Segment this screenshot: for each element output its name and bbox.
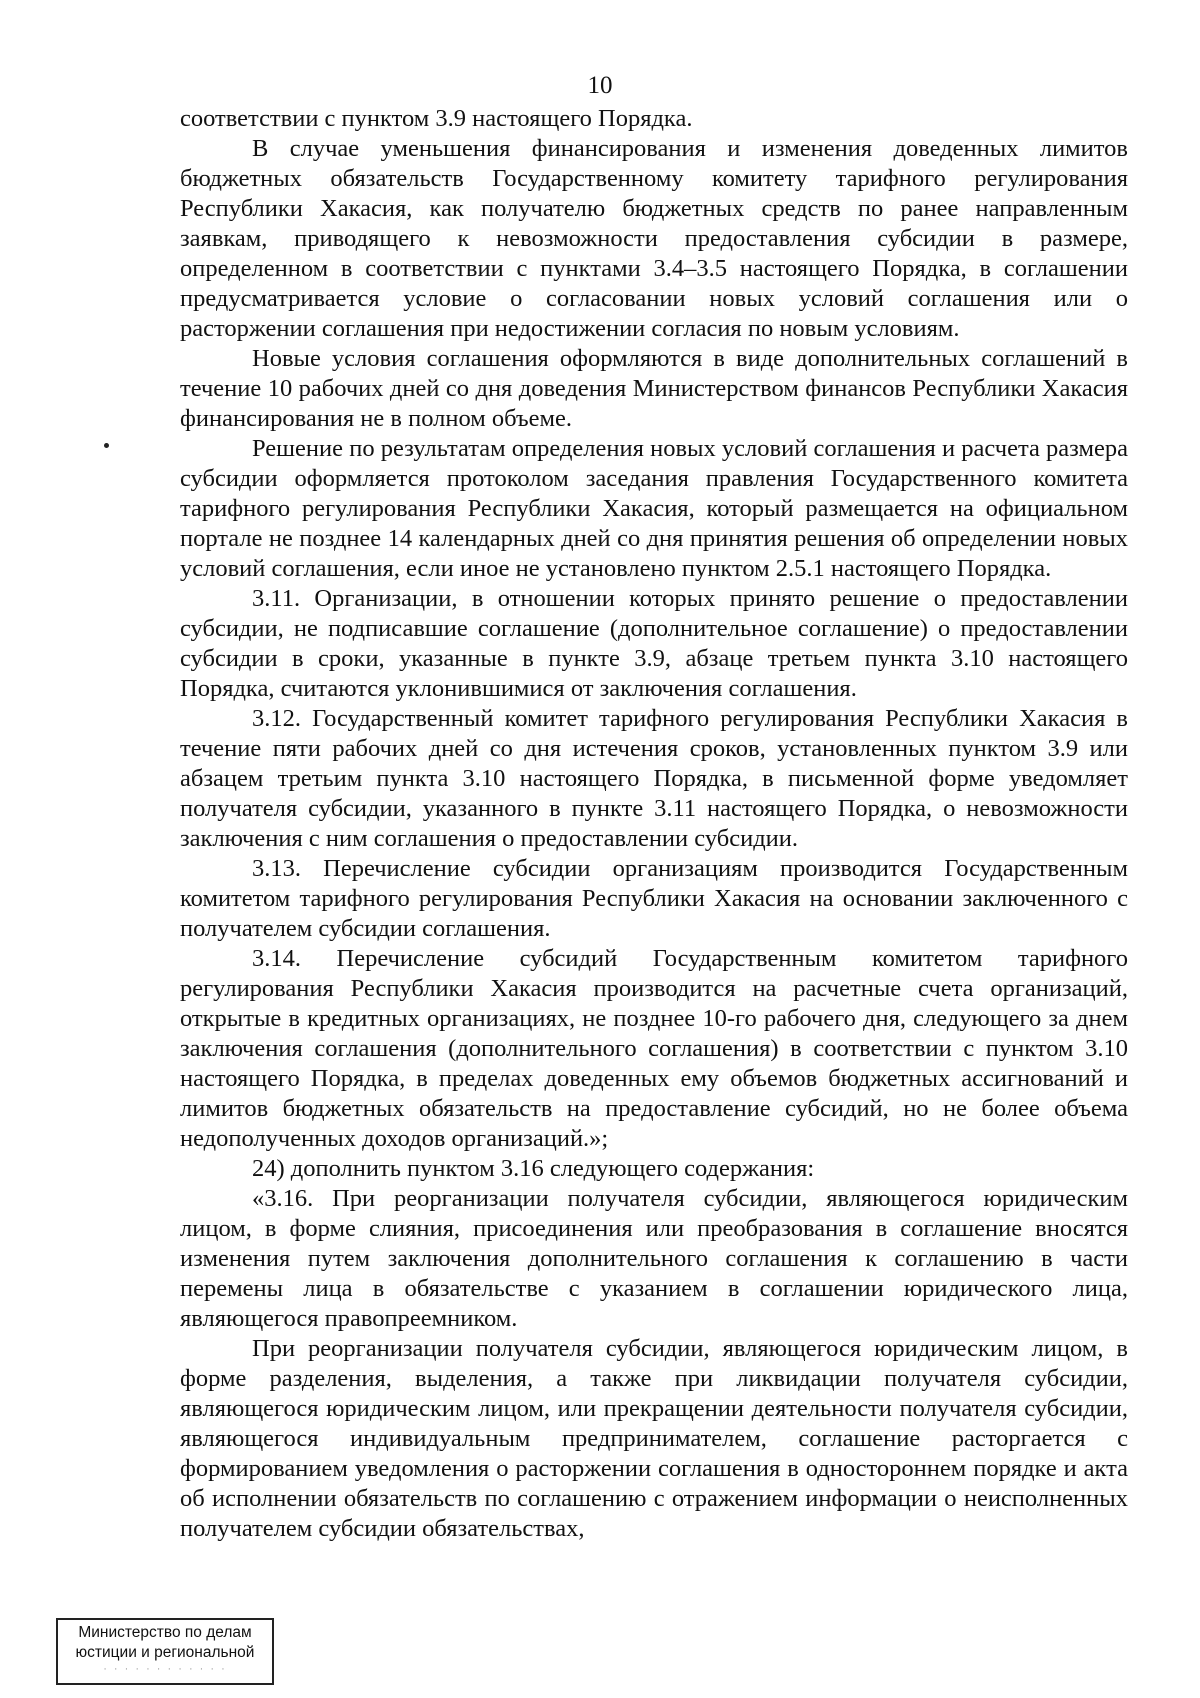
paragraph-3-13: 3.13. Перечисление субсидии организациям производится Государственным комитетом тарифного регулирования Республики Хакасия на основании заключенного с получателем субсидии соглашения.: [180, 855, 1128, 942]
paragraph-new-conditions: Новые условия соглашения оформляются в виде дополнительных соглашений в течение 10 рабочих дней со дня доведения Министерством финансов Республики Хакасия финансирования не в полном объеме.: [180, 345, 1128, 432]
stamp-line-2: юстиции и региональной: [75, 1644, 255, 1661]
paragraph-3-14: 3.14. Перечисление субсидий Государственным комитетом тарифного регулирования Республики Хакасия производится на расчетные счета организаций, открытые в кредитных организациях, не позднее 10-го рабочего дня, следующего за днем заключения соглашения (дополнительного соглашения) в соответствии с пунктом 3.10 настоящего Порядка, в пределах доведенных ему объемов бюджетных ассигнований и лимитов бюджетных обязательств на предоставление субсидий, но не более объема недополученных доходов организаций.»;: [180, 945, 1128, 1152]
stamp-line-1: Министерство по делам: [78, 1624, 252, 1641]
paragraph-3-11: 3.11. Организации, в отношении которых принято решение о предоставлении субсидии, не подписавшие соглашение (дополнительное соглашение) о предоставлении субсидии в сроки, указанные в пункте 3.9, абзаце третьем пункта 3.10 настоящего Порядка, считаются уклонившимися от заключения соглашения.: [180, 585, 1128, 702]
paragraph-reorganization: При реорганизации получателя субсидии, являющегося юридическим лицом, в форме разделения, выделения, а также при ликвидации получателя субсидии, являющегося юридическим лицом, или прекращении деятельности получателя субсидии, являющегося индивидуальным предпринимателем, соглашение расторгается с формированием уведомления о расторжении соглашения в одностороннем порядке и акта об исполнении обязательств по соглашению с отражением информации о неисполненных получателем субсидии обязательствах,: [180, 1335, 1128, 1542]
page-number: 10: [587, 72, 613, 99]
paragraph-item-24: 24) дополнить пунктом 3.16 следующего содержания:: [252, 1155, 815, 1182]
registration-stamp: [56, 1618, 274, 1685]
stamp-faded-line: · · · · · · · · · · · ·: [103, 1663, 227, 1675]
document-body: [180, 104, 1128, 1544]
paragraph-continuation: соответствии с пунктом 3.9 настоящего Порядка.: [180, 105, 693, 132]
paragraph-funding-reduction: В случае уменьшения финансирования и изменения доведенных лимитов бюджетных обязательств Государственному комитету тарифного регулирования Республики Хакасия, как получателю бюджетных средств по ранее направленным заявкам, приводящего к невозможности предоставления субсидии в размере, определенном в соответствии с пунктами 3.4–3.5 настоящего Порядка, в соглашении предусматривается условие о согласовании новых условий соглашения или о расторжении соглашения при недостижении согласия по новым условиям.: [180, 135, 1128, 342]
scan-dot: [104, 443, 109, 448]
paragraph-3-12: 3.12. Государственный комитет тарифного регулирования Республики Хакасия в течение пяти рабочих дней со дня истечения сроков, установленных пунктом 3.9 или абзацем третьим пункта 3.10 настоящего Порядка, в письменной форме уведомляет получателя субсидии, указанного в пункте 3.11 настоящего Порядка, о невозможности заключения с ним соглашения о предоставлении субсидии.: [180, 705, 1128, 852]
paragraph-3-16: «3.16. При реорганизации получателя субсидии, являющегося юридическим лицом, в форме слияния, присоединения или преобразования в соглашение вносятся изменения путем заключения дополнительного соглашения к соглашению в части перемены лица в обязательстве с указанием в соглашении юридического лица, являющегося правопреемником.: [180, 1185, 1128, 1332]
paragraph-decision: Решение по результатам определения новых условий соглашения и расчета размера субсидии оформляется протоколом заседания правления Государственного комитета тарифного регулирования Республики Хакасия, который размещается на официальном портале не позднее 14 календарных дней со дня принятия решения об определении новых условий соглашения, если иное не установлено пунктом 2.5.1 настоящего Порядка.: [180, 435, 1128, 582]
